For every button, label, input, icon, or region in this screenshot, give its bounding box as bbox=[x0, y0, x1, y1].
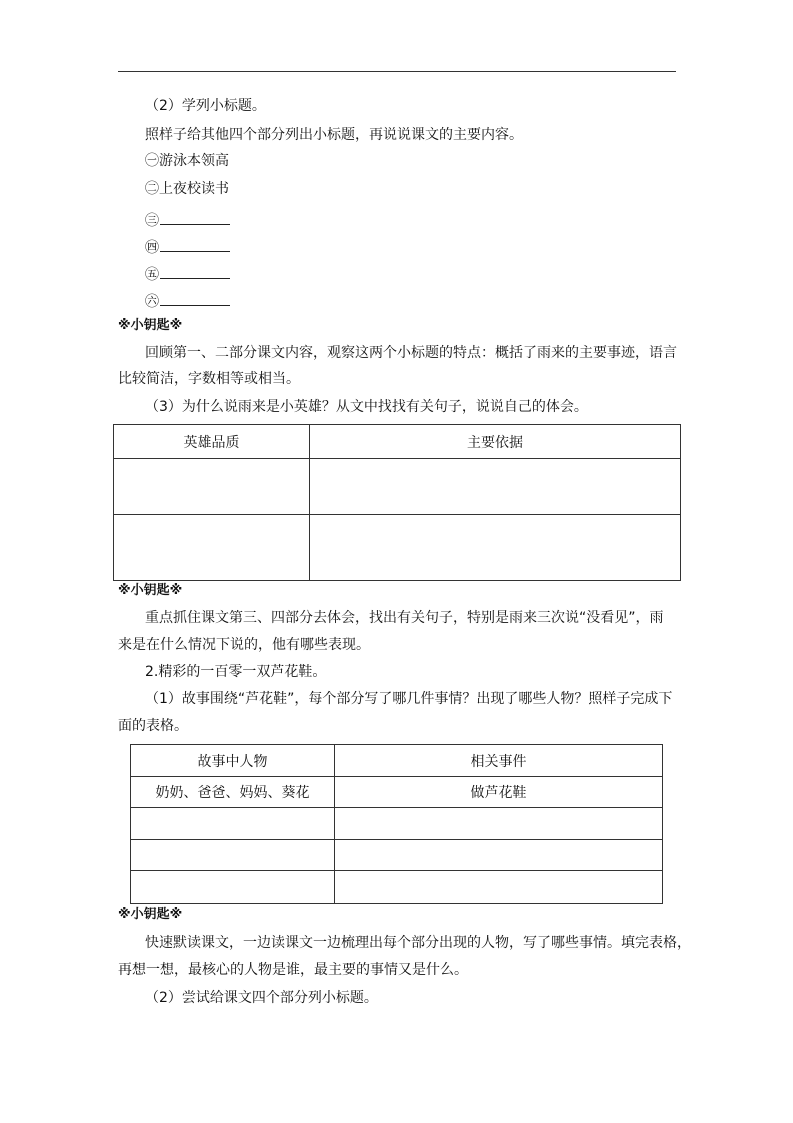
subtitle-item-2 bbox=[145, 180, 229, 198]
header-rule bbox=[118, 71, 676, 72]
fill-blank[interactable] bbox=[160, 291, 230, 306]
item-marker: ㊄ bbox=[145, 267, 159, 283]
tip-3-line-1: 快速默读课文，一边读课文一边梳理出每个部分出现的人物，写了哪些事情。填完表格， bbox=[145, 935, 691, 951]
table-header: 故事中人物 bbox=[131, 745, 335, 777]
subtitle-item-3 bbox=[145, 210, 230, 230]
table-cell[interactable] bbox=[114, 459, 310, 515]
question-1-line-2: 面的表格。 bbox=[118, 718, 188, 734]
table-cell[interactable] bbox=[114, 515, 310, 581]
table-cell[interactable] bbox=[310, 515, 681, 581]
table-cell[interactable] bbox=[335, 840, 663, 871]
tip-1-line-1: 回顾第一、二部分课文内容，观察这两个小标题的特点：概括了雨来的主要事迹，语言 bbox=[145, 345, 677, 361]
table-cell: 做芦花鞋 bbox=[335, 777, 663, 808]
item-text: 上夜校读书 bbox=[159, 181, 229, 197]
subtitle-item-6 bbox=[145, 291, 230, 311]
question-2-title: （2）学列小标题。 bbox=[145, 98, 266, 114]
table-cell[interactable] bbox=[310, 459, 681, 515]
table-header: 相关事件 bbox=[335, 745, 663, 777]
table-cell[interactable] bbox=[131, 871, 335, 904]
table-cell[interactable] bbox=[335, 871, 663, 904]
tip-title-1: ※小钥匙※ bbox=[118, 318, 183, 333]
tip-2-line-1: 重点抓住课文第三、四部分去体会，找出有关句子，特别是雨来三次说“没看见”，雨 bbox=[145, 610, 664, 626]
tip-title-3: ※小钥匙※ bbox=[118, 907, 183, 922]
tip-2-line-2: 来是在什么情况下说的，他有哪些表现。 bbox=[118, 637, 370, 653]
tip-3-line-2: 再想一想，最核心的人物是谁，最主要的事情又是什么。 bbox=[118, 962, 468, 978]
item-marker: ㊃ bbox=[145, 240, 159, 256]
tip-1-line-2: 比较简洁，字数相等或相当。 bbox=[118, 371, 300, 387]
story-character-table bbox=[130, 744, 663, 904]
hero-quality-table bbox=[113, 424, 681, 581]
tip-title-2: ※小钥匙※ bbox=[118, 583, 183, 598]
table-cell[interactable] bbox=[131, 808, 335, 840]
table-cell[interactable] bbox=[131, 840, 335, 871]
subtitle-item-4 bbox=[145, 237, 230, 257]
item-marker: ㊁ bbox=[145, 181, 159, 197]
section-2-title: 2.精彩的一百零一双芦花鞋。 bbox=[145, 664, 327, 680]
fill-blank[interactable] bbox=[160, 210, 230, 225]
item-marker: ㊀ bbox=[145, 153, 159, 169]
item-marker: ㊅ bbox=[145, 294, 159, 310]
question-1-line-1: （1）故事围绕“芦花鞋”，每个部分写了哪几件事情？出现了哪些人物？照样子完成下 bbox=[145, 691, 673, 707]
question-2-instruction: 照样子给其他四个部分列出小标题，再说说课文的主要内容。 bbox=[145, 127, 523, 143]
question-2-title-section-2: （2）尝试给课文四个部分列小标题。 bbox=[145, 990, 378, 1006]
table-header: 主要依据 bbox=[310, 425, 681, 459]
item-marker: ㊂ bbox=[145, 213, 159, 229]
fill-blank[interactable] bbox=[160, 237, 230, 252]
subtitle-item-5 bbox=[145, 264, 230, 284]
table-cell: 奶奶、爸爸、妈妈、葵花 bbox=[131, 777, 335, 808]
table-cell[interactable] bbox=[335, 808, 663, 840]
subtitle-item-1 bbox=[145, 152, 229, 170]
item-text: 游泳本领高 bbox=[159, 153, 229, 169]
question-3-title: （3）为什么说雨来是小英雄？从文中找找有关句子，说说自己的体会。 bbox=[145, 399, 588, 415]
table-header: 英雄品质 bbox=[114, 425, 310, 459]
fill-blank[interactable] bbox=[160, 264, 230, 279]
